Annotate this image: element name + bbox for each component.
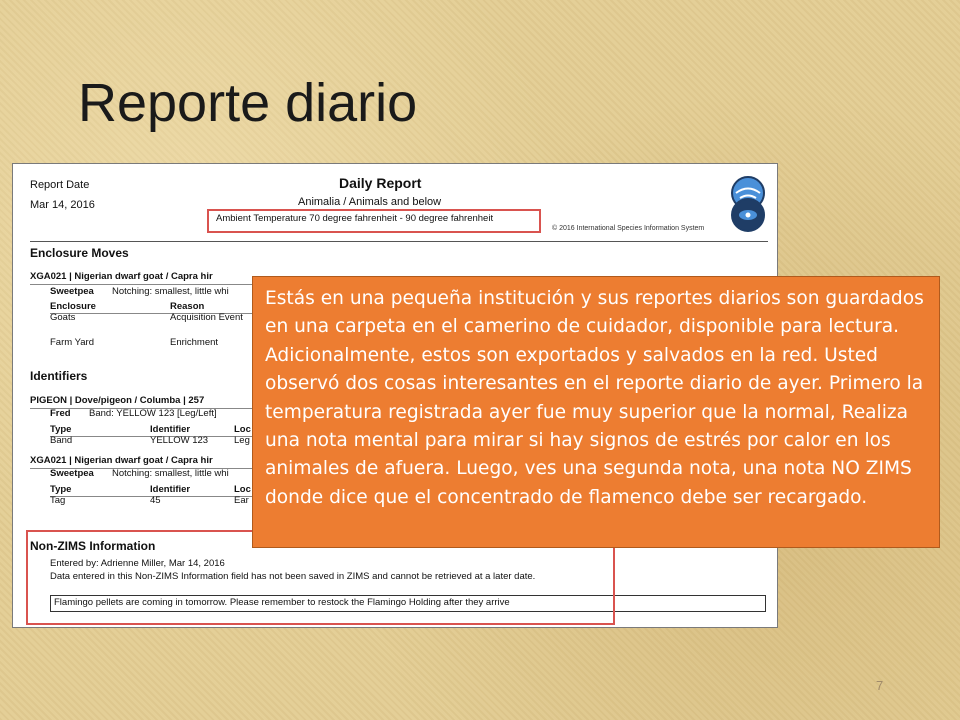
enclosure-row-2-reason: Enrichment xyxy=(170,337,219,348)
copyright: © 2016 International Species Information System xyxy=(552,225,705,232)
enclosure-row-2-enclosure: Farm Yard xyxy=(50,337,94,348)
pigeon-col-loc: Loc xyxy=(234,424,251,435)
page-number: 7 xyxy=(876,678,884,693)
goat-row-type: Tag xyxy=(50,495,66,506)
enclosure-sub-notching: Notching: smallest, little whi xyxy=(112,286,229,297)
non-zims-disclaimer: Data entered in this Non-ZIMS Information field has not been saved in ZIMS and cannot be retrieved at a later date. xyxy=(50,571,536,582)
enclosure-animal-line: XGA021 | Nigerian dwarf goat / Capra hir xyxy=(30,271,213,282)
non-zims-entered-by: Entered by: Adrienne Miller, Mar 14, 2016 xyxy=(50,558,225,569)
non-zims-heading: Non-ZIMS Information xyxy=(30,539,156,553)
species360-logo-icon xyxy=(730,176,766,232)
pigeon-row-loc: Leg xyxy=(234,435,250,446)
pigeon-band: Band: YELLOW 123 [Leg/Left] xyxy=(89,408,217,419)
enclosure-col-reason: Reason xyxy=(170,301,205,312)
scenario-callout xyxy=(252,276,940,548)
goat-sub-notching: Notching: smallest, little whi xyxy=(112,468,229,479)
enclosure-row-1-enclosure: Goats xyxy=(50,312,76,323)
enclosure-row-1-reason: Acquisition Event xyxy=(170,312,243,323)
identifiers-heading: Identifiers xyxy=(30,369,88,383)
pigeon-line: PIGEON | Dove/pigeon / Columba | 257 xyxy=(30,395,205,406)
report-title: Daily Report xyxy=(339,175,422,191)
goat-col-loc: Loc xyxy=(234,484,251,495)
enclosure-col-enclosure: Enclosure xyxy=(50,301,96,312)
header-divider xyxy=(30,241,768,242)
ambient-temperature: Ambient Temperature 70 degree fahrenheit - 90 degree fahrenheit xyxy=(216,213,494,224)
temperature-highlight-box xyxy=(207,209,541,233)
pigeon-row-type: Band xyxy=(50,435,73,446)
goat-sub-name: Sweetpea xyxy=(50,468,94,479)
pigeon-col-type: Type xyxy=(50,424,72,435)
report-subtitle: Animalia / Animals and below xyxy=(298,196,442,208)
pigeon-col-identifier: Identifier xyxy=(150,424,191,435)
scenario-callout-text: Estás en una pequeña institución y sus reportes diarios son guardados en una carpeta en el camerino de cuidador, disponible para lectura. Adicionalmente, estos son exportados y salvados en la red. Usted observó dos cosas interesantes en el reporte diario de ayer. Primero la temperatura registrada ayer fue muy superior que la normal, Realiza una nota mental para mirar si hay signos de estrés por calor en los animales de afuera. Luego, ves una segunda nota, una nota NO ZIMS donde dice que el concentrado de flamenco debe ser recargado. xyxy=(265,288,924,508)
goat-col-identifier: Identifier xyxy=(150,484,191,495)
goat-col-type: Type xyxy=(50,484,72,495)
enclosure-moves-heading: Enclosure Moves xyxy=(30,246,129,260)
report-date-label: Report Date xyxy=(30,179,90,191)
non-zims-note: Flamingo pellets are coming in tomorrow. Please remember to restock the Flamingo Holding after they arrive xyxy=(54,597,510,608)
report-date: Mar 14, 2016 xyxy=(30,199,95,211)
slide-title: Reporte diario xyxy=(78,73,418,133)
enclosure-sub-name: Sweetpea xyxy=(50,286,94,297)
goat-row-loc: Ear xyxy=(234,495,249,506)
pigeon-sub-name: Fred xyxy=(50,408,71,419)
pigeon-row-identifier: YELLOW 123 xyxy=(150,435,209,446)
goat-row-identifier: 45 xyxy=(150,495,161,506)
goat-line: XGA021 | Nigerian dwarf goat / Capra hir xyxy=(30,455,213,466)
